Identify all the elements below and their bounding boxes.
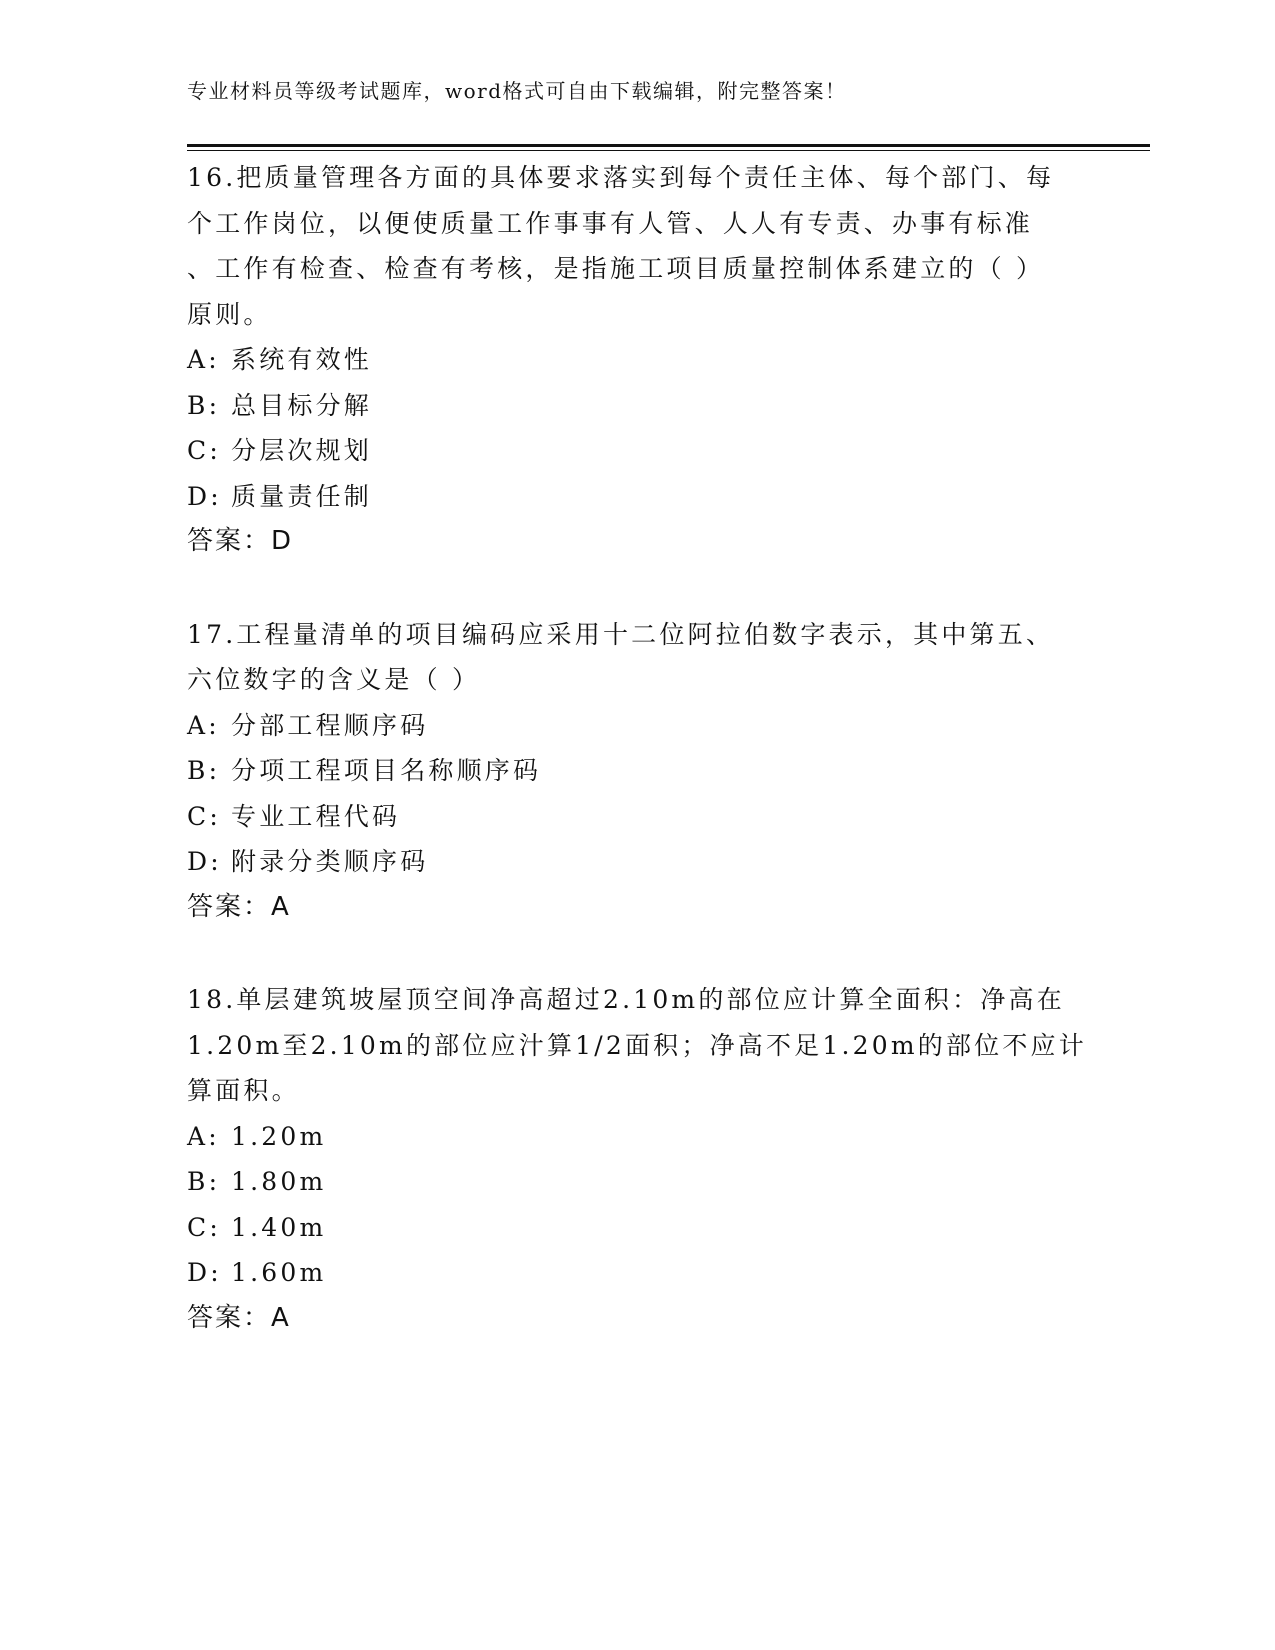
option-text: 1.60m <box>231 1258 327 1287</box>
option-key: D: <box>187 481 222 511</box>
option-b <box>187 383 1087 429</box>
page-header-text: 专业材料员等级考试题库，word格式可自由下载编辑，附完整答案！ <box>187 79 847 103</box>
answer-line: 答案：A <box>187 891 291 922</box>
option-key: B: <box>187 1167 221 1196</box>
option-key: D: <box>187 847 222 876</box>
option-d <box>187 1250 1087 1296</box>
option-key: B: <box>187 390 221 420</box>
option-key: C: <box>187 436 221 465</box>
option-text: 质量责任制 <box>231 481 373 511</box>
header-rule-thick <box>187 144 1150 147</box>
option-key: C: <box>187 1212 221 1242</box>
option-text: 1.20m <box>231 1121 327 1151</box>
option-key: C: <box>187 801 221 831</box>
option-text: 总目标分解 <box>231 390 373 420</box>
question-stem-line: 原则。 <box>187 299 272 329</box>
answer-line: 答案：A <box>187 1302 291 1333</box>
option-text: 专业工程代码 <box>231 801 401 831</box>
option-d <box>187 839 1087 885</box>
option-c <box>187 794 1087 840</box>
option-key: B: <box>187 756 221 785</box>
option-b <box>187 748 1087 794</box>
question-stem-line: 18.单层建筑坡屋顶空间净高超过2.10m的部位应计算全面积：净高在 <box>187 985 1065 1014</box>
option-text: 附录分类顺序码 <box>231 847 429 876</box>
option-text: 分项工程项目名称顺序码 <box>231 756 542 785</box>
option-text: 系统有效性 <box>231 345 373 374</box>
option-key: A: <box>187 1121 220 1151</box>
question-stem-line: 个工作岗位，以便使质量工作事事有人管、人人有专责、办事有标准 <box>187 208 1034 238</box>
option-c <box>187 428 1087 474</box>
question-18 <box>187 977 1087 1341</box>
header-rule-thin <box>187 150 1150 151</box>
answer-line: 答案：D <box>187 526 294 556</box>
option-b <box>187 1159 1087 1205</box>
question-stem-line: 17.工程量清单的项目编码应采用十二位阿拉伯数字表示，其中第五、 <box>187 619 1055 649</box>
option-d <box>187 474 1087 520</box>
option-text: 1.80m <box>231 1167 327 1196</box>
option-c <box>187 1205 1087 1251</box>
option-a <box>187 1114 1087 1160</box>
option-key: A: <box>187 345 220 374</box>
option-text: 分层次规划 <box>231 436 373 465</box>
question-stem-line: 1.20m至2.10m的部位应汁算1/2面积；净高不足1.20m的部位不应计 <box>187 1030 1087 1060</box>
option-key: A: <box>187 710 220 740</box>
option-text: 分部工程顺序码 <box>231 710 429 740</box>
question-17 <box>187 612 1087 931</box>
option-a <box>187 703 1087 749</box>
question-stem-line: 、工作有检查、检查有考核，是指施工项目质量控制体系建立的（ ） <box>187 254 1045 283</box>
question-stem-line: 16.把质量管理各方面的具体要求落实到每个责任主体、每个部门、每 <box>187 163 1055 192</box>
question-stem-line: 六位数字的含义是（ ） <box>187 665 481 694</box>
option-key: D: <box>187 1258 222 1287</box>
option-a <box>187 337 1087 383</box>
question-list <box>187 155 1087 1388</box>
option-text: 1.40m <box>231 1212 327 1242</box>
question-stem-line: 算面积。 <box>187 1076 300 1105</box>
question-16 <box>187 155 1087 565</box>
